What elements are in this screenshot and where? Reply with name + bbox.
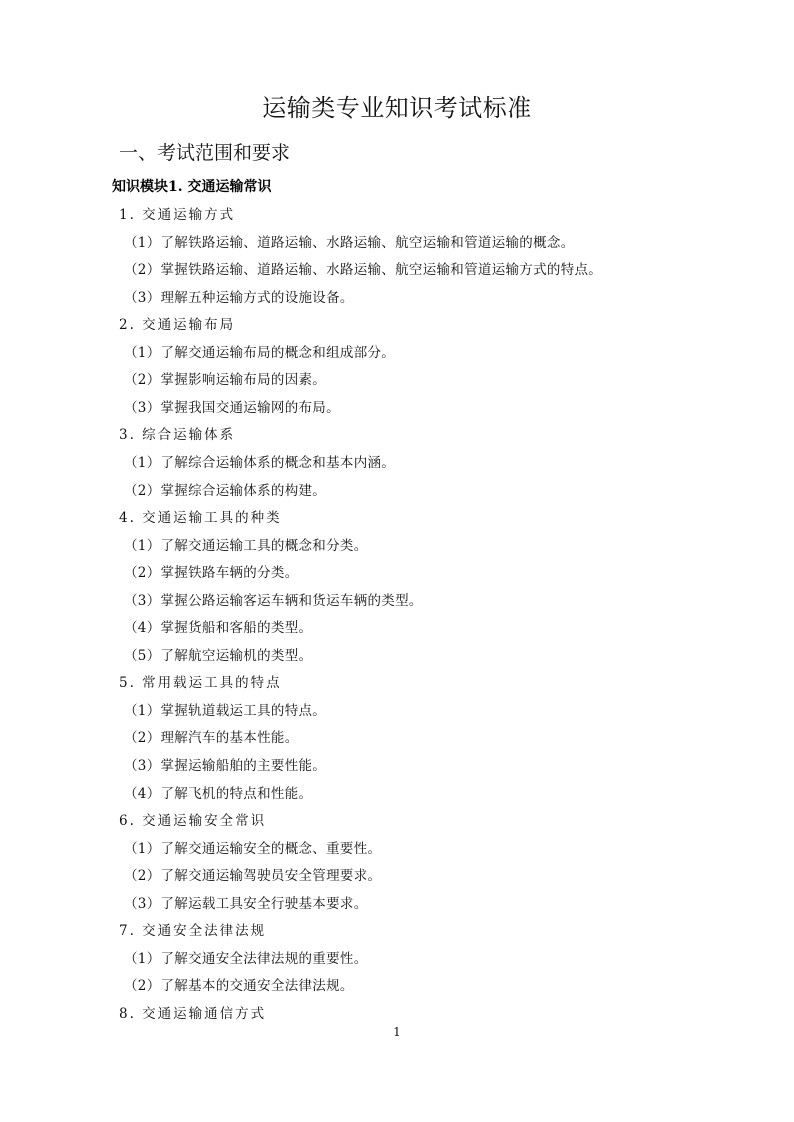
- page-number: 1: [393, 1025, 401, 1039]
- list-item: （2）掌握铁路车辆的分类。: [124, 565, 299, 582]
- topic-heading: 7. 交通安全法律法规: [119, 923, 267, 940]
- list-item: （3）理解五种运输方式的设施设备。: [124, 289, 354, 306]
- list-item: （2）了解基本的交通安全法律法规。: [124, 978, 354, 995]
- topic-heading: 3. 综合运输体系: [119, 427, 236, 444]
- list-item: （1）了解交通运输安全的概念、重要性。: [124, 840, 382, 857]
- topic-heading: 8. 交通运输通信方式: [119, 1005, 267, 1022]
- topic-heading: 6. 交通运输安全常识: [119, 813, 267, 830]
- list-item: （3）掌握运输船舶的主要性能。: [124, 758, 327, 774]
- list-item: （2）掌握影响运输布局的因素。: [124, 372, 327, 389]
- document-title: 运输类专业知识考试标准: [262, 94, 532, 122]
- list-item: （2）了解交通运输驾驶员安全管理要求。: [124, 868, 382, 885]
- list-item: （1）了解交通安全法律法规的重要性。: [124, 950, 368, 967]
- list-item: （3）掌握我国交通运输网的布局。: [124, 399, 340, 416]
- list-item: （4）掌握货船和客船的类型。: [124, 620, 313, 637]
- list-item: （5）了解航空运输机的类型。: [124, 647, 313, 664]
- list-item: （4）了解飞机的特点和性能。: [124, 785, 313, 802]
- section-heading: 一、考试范围和要求: [119, 142, 291, 164]
- list-item: （3）了解运载工具安全行驶基本要求。: [124, 895, 368, 912]
- list-item: （2）掌握铁路运输、道路运输、水路运输、航空运输和管道运输方式的特点。: [124, 262, 603, 279]
- topic-heading: 4. 交通运输工具的种类: [119, 510, 282, 527]
- list-item: （1）掌握轨道载运工具的特点。: [124, 702, 327, 719]
- list-item: （2）掌握综合运输体系的构建。: [124, 482, 327, 499]
- list-item: （1）了解交通运输工具的概念和分类。: [124, 537, 368, 554]
- list-item: （3）掌握公路运输客运车辆和货运车辆的类型。: [124, 592, 423, 609]
- module-heading: 知识模块1. 交通运输常识: [112, 179, 272, 195]
- topic-heading: 2. 交通运输布局: [119, 317, 236, 334]
- list-item: （2）理解汽车的基本性能。: [124, 730, 299, 747]
- list-item: （1）了解铁路运输、道路运输、水路运输、航空运输和管道运输的概念。: [124, 234, 575, 251]
- list-item: （1）了解综合运输体系的概念和基本内涵。: [124, 454, 396, 471]
- topic-heading: 5. 常用载运工具的特点: [119, 675, 282, 692]
- topic-heading: 1. 交通运输方式: [119, 207, 236, 223]
- list-item: （1）了解交通运输布局的概念和组成部分。: [124, 344, 396, 361]
